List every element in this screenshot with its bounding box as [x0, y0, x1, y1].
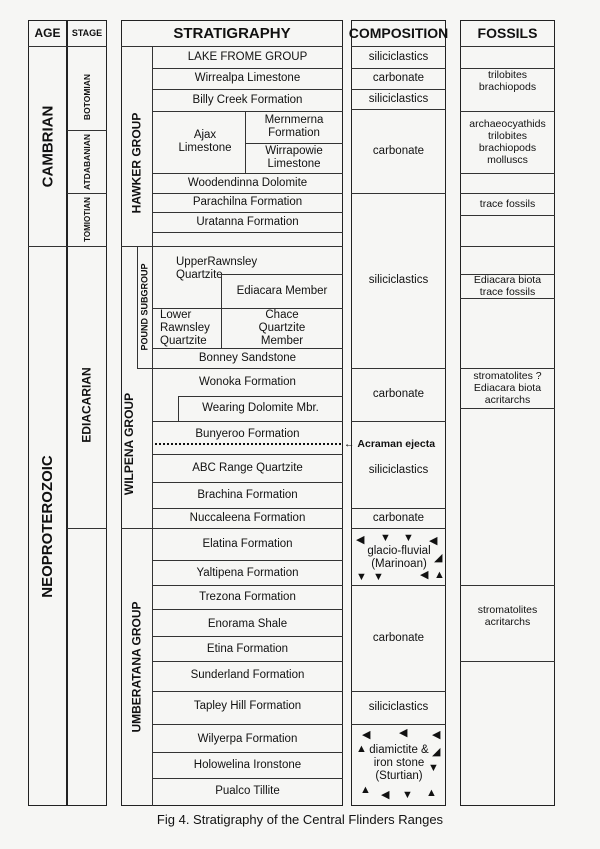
- unit-etina: Etina Formation: [206, 642, 289, 655]
- unit-ajax: Ajax Limestone: [178, 129, 232, 154]
- unit-bonney: Bonney Sandstone: [198, 351, 297, 364]
- unit-wirrapowie: Wirrapowie Limestone: [265, 145, 323, 170]
- composition-siliciclastics-5: siliciclastics: [368, 701, 429, 713]
- fossils-header: FOSSILS: [477, 25, 538, 41]
- composition-siliciclastics-1: siliciclastics: [368, 50, 429, 63]
- unit-parachilna: Parachilna Formation: [192, 196, 303, 208]
- unit-nuccaleena: Nuccaleena Formation: [189, 511, 306, 524]
- unit-sunderland: Sunderland Formation: [190, 668, 305, 681]
- unit-lake-frome: LAKE FROME GROUP: [187, 50, 308, 63]
- composition-carbonate-3: carbonate: [372, 388, 425, 400]
- unit-billy-creek: Billy Creek Formation: [192, 93, 303, 106]
- unit-wearing: Wearing Dolomite Mbr.: [202, 402, 319, 414]
- unit-brachina: Brachina Formation: [197, 488, 298, 501]
- unit-woodendinna: Woodendinna Dolomite: [187, 176, 308, 189]
- composition-siliciclastics-3: siliciclastics: [368, 274, 429, 286]
- fossils-archaeocyathids: archaeocyathids trilobites brachiopods molluscs: [469, 118, 546, 166]
- group-wilpena: WILPENA GROUP: [122, 392, 137, 496]
- figure-caption: Fig 4. Stratigraphy of the Central Flinders Ranges: [156, 812, 444, 827]
- unit-elatina: Elatina Formation: [202, 537, 293, 550]
- unit-wonoka: Wonoka Formation: [199, 375, 296, 388]
- unit-upper-rawnsley: UpperRawnsley Quartzite: [176, 256, 258, 281]
- age-cambrian: CAMBRIAN: [39, 105, 57, 187]
- composition-glacio-fluvial: glacio-fluvial (Marinoan): [367, 545, 431, 570]
- stratigraphy-header: STRATIGRAPHY: [173, 24, 291, 42]
- acraman-ejecta-label: ← Acraman ejecta: [344, 437, 436, 450]
- unit-holowelina: Holowelina Ironstone: [193, 758, 302, 771]
- unit-tapley-hill: Tapley Hill Formation: [193, 699, 302, 712]
- unit-enorama: Enorama Shale: [207, 617, 288, 630]
- group-hawker: HAWKER GROUP: [129, 112, 144, 214]
- unit-mernmerna: Mernmerna Formation: [264, 114, 324, 139]
- composition-carbonate-1: carbonate: [372, 72, 425, 84]
- stage-tomiotian: TOMIOTIAN: [82, 197, 92, 242]
- stage-ediacarian: EDIACARIAN: [80, 367, 94, 443]
- age-neoproterozoic: NEOPROTEROZOIC: [39, 454, 57, 598]
- unit-pualco: Pualco Tillite: [215, 784, 280, 797]
- unit-ediacara-member: Ediacara Member: [236, 284, 328, 297]
- composition-carbonate-4: carbonate: [372, 511, 425, 524]
- composition-carbonate-2: carbonate: [372, 144, 425, 157]
- fossils-stromatolites-acritarchs: stromatolites acritarchs: [477, 604, 538, 628]
- composition-header: COMPOSITION: [348, 25, 449, 41]
- composition-carbonate-5: carbonate: [372, 631, 425, 644]
- unit-lower-rawnsley: Lower Rawnsley Quartzite: [160, 308, 210, 347]
- fossils-stromatolites-ediacara: stromatolites ? Ediacara biota acritarchs: [473, 370, 542, 406]
- unit-trezona: Trezona Formation: [199, 590, 296, 603]
- unit-uratanna: Uratanna Formation: [196, 215, 299, 228]
- fossils-trace-fossils: trace fossils: [479, 198, 536, 210]
- stage-atdabanian: ATDABANIAN: [82, 133, 92, 190]
- unit-yaltipena: Yaltipena Formation: [196, 566, 299, 579]
- group-umberatana: UMBERATANA GROUP: [129, 601, 144, 733]
- unit-wilyerpa: Wilyerpa Formation: [197, 732, 298, 745]
- group-pound-subgroup: POUND SUBGROUP: [139, 263, 150, 351]
- acraman-ejecta-horizon: [155, 443, 341, 445]
- age-header: AGE: [34, 26, 61, 40]
- fossils-trilobites-brachiopods: trilobites brachiopods: [478, 69, 537, 93]
- composition-diamictite: diamictite & iron stone (Sturtian): [369, 743, 429, 782]
- composition-siliciclastics-2: siliciclastics: [368, 92, 429, 105]
- fossils-ediacara-biota: Ediacara biota trace fossils: [473, 274, 542, 298]
- stage-header: STAGE: [71, 28, 103, 38]
- unit-wirrealpa: Wirrealpa Limestone: [194, 72, 301, 84]
- stage-botomian: BOTOMIAN: [82, 73, 92, 121]
- unit-chace: Chace Quartzite Member: [258, 308, 306, 347]
- composition-siliciclastics-4: siliciclastics: [368, 463, 429, 476]
- unit-bunyeroo: Bunyeroo Formation: [195, 427, 300, 440]
- unit-abc: ABC Range Quartzite: [192, 461, 303, 474]
